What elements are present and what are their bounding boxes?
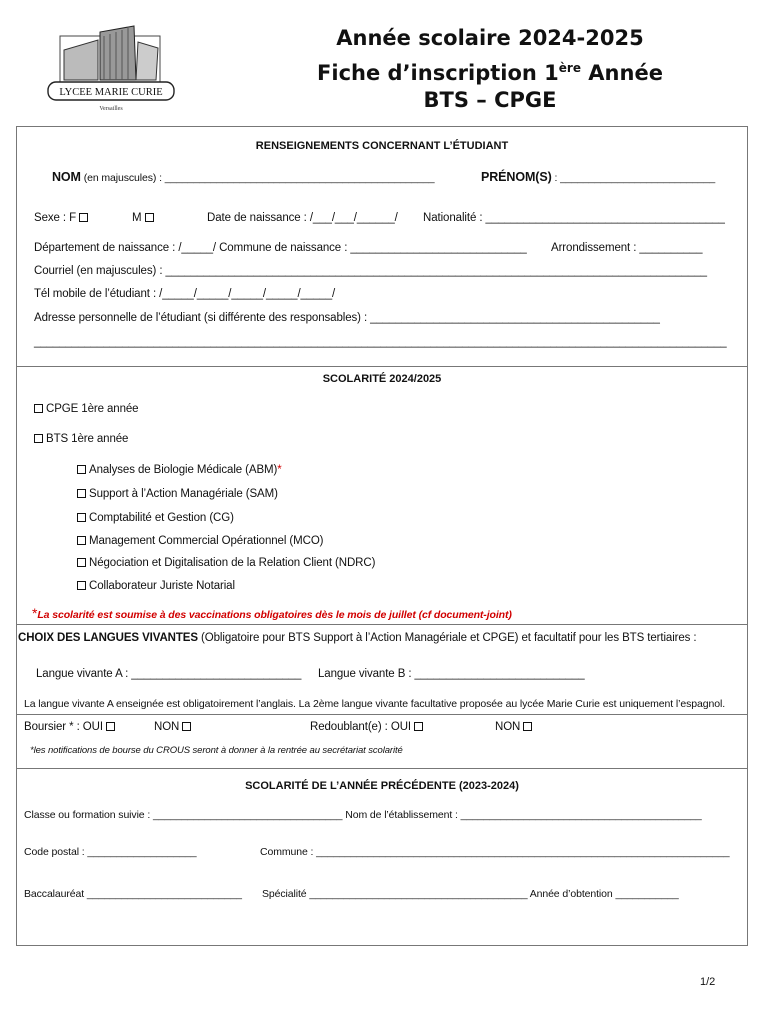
checkbox-icon [523, 722, 532, 731]
divider [16, 768, 748, 769]
checkbox-icon [77, 536, 86, 545]
checkbox-icon [34, 434, 43, 443]
divider [16, 714, 748, 715]
code-postal-field[interactable]: Code postal : ___________________ [24, 846, 197, 858]
divider [16, 366, 748, 367]
checkbox-icon [106, 722, 115, 731]
nationalite-field[interactable]: Nationalité : ______________________________________ [423, 212, 725, 224]
section-heading-precedente: SCOLARITÉ DE L’ANNÉE PRÉCÉDENTE (2023-2024) [245, 780, 519, 792]
redoublant-non-checkbox[interactable]: NON [495, 721, 535, 733]
sexe-f-checkbox[interactable]: Sexe : F [34, 212, 91, 224]
title-year: Année scolaire 2024-2025 [336, 26, 644, 50]
sexe-m-checkbox[interactable]: M [132, 212, 157, 224]
boursier-oui-checkbox[interactable]: Boursier * : OUI [24, 721, 118, 733]
langues-heading: CHOIX DES LANGUES VIVANTES (Obligatoire pour BTS Support à l’Action Managériale et CPGE) et facultatif pour les BTS tertiaires : [18, 632, 697, 644]
prenom-field[interactable]: PRÉNOM(S) : ___________________________ [481, 170, 716, 184]
checkbox-icon [77, 581, 86, 590]
title-form: Fiche d’inscription 1ère Année [317, 61, 663, 85]
adresse-field[interactable]: Adresse personnelle de l’étudiant (si différente des responsables) : ______________________________________________ [34, 312, 660, 324]
option-ndrc[interactable]: Négociation et Digitalisation de la Relation Client (NDRC) [77, 557, 375, 569]
specialite-field[interactable]: Spécialité ______________________________________ Année d’obtention ___________ [262, 888, 679, 900]
checkbox-icon [182, 722, 191, 731]
option-cjn[interactable]: Collaborateur Juriste Notarial [77, 580, 235, 592]
bts-checkbox[interactable]: BTS 1ère année [34, 433, 128, 445]
courriel-field[interactable]: Courriel (en majuscules) : ______________________________________________________________________________________ [34, 265, 707, 277]
checkbox-icon [414, 722, 423, 731]
divider [16, 624, 748, 625]
langue-a-field[interactable]: Langue vivante A : ___________________________ [36, 668, 302, 680]
checkbox-icon [77, 489, 86, 498]
langue-b-field[interactable]: Langue vivante B : ___________________________ [318, 668, 585, 680]
page-number: 1/2 [700, 976, 716, 988]
checkbox-icon [77, 513, 86, 522]
section-heading-scolarite: SCOLARITÉ 2024/2025 [322, 373, 442, 385]
departement-field[interactable]: Département de naissance : /_____/ Commune de naissance : ____________________________ [34, 242, 527, 254]
adresse-line2[interactable]: ______________________________________________________________________________________________________________ [34, 336, 727, 348]
option-sam[interactable]: Support à l’Action Managériale (SAM) [77, 488, 278, 500]
boursier-non-checkbox[interactable]: NON [154, 721, 194, 733]
checkbox-icon [77, 465, 86, 474]
option-mco[interactable]: Management Commercial Opérationnel (MCO) [77, 535, 323, 547]
classe-field[interactable]: Classe ou formation suivie : _________________________________ Nom de l’établissement : __________________________________________ [24, 809, 702, 821]
tel-field[interactable]: Tél mobile de l’étudiant : /_____/_____/_____/_____/_____/ [34, 288, 336, 300]
crous-note: *les notifications de bourse du CROUS seront à donner à la rentrée au secrétariat scolarité [30, 745, 403, 756]
redoublant-oui-checkbox[interactable]: Redoublant(e) : OUI [310, 721, 426, 733]
commune-field[interactable]: Commune : ________________________________________________________________________ [260, 846, 730, 858]
option-cg[interactable]: Comptabilité et Gestion (CG) [77, 512, 234, 524]
option-abm[interactable]: Analyses de Biologie Médicale (ABM)* [77, 464, 282, 476]
logo-text: LYCEE MARIE CURIE [59, 87, 163, 98]
school-logo [46, 22, 176, 122]
checkbox-icon [145, 213, 154, 222]
section-heading-etudiant: RENSEIGNEMENTS CONCERNANT L’ÉTUDIANT [255, 140, 509, 152]
title-program: BTS – CPGE [423, 88, 557, 112]
checkbox-icon [79, 213, 88, 222]
cpge-checkbox[interactable]: CPGE 1ère année [34, 403, 138, 415]
vaccination-note: *La scolarité est soumise à des vaccinations obligatoires dès le mois de juillet (cf document-joint) [32, 605, 512, 621]
arrondissement-field[interactable]: Arrondissement : __________ [551, 242, 703, 254]
bac-field[interactable]: Baccalauréat ___________________________ [24, 888, 242, 900]
nom-field[interactable]: NOM (en majuscules) : _______________________________________________ [52, 170, 435, 184]
logo-city: Versailles [99, 106, 123, 112]
langue-note: La langue vivante A enseignée est obligatoirement l’anglais. La 2ème langue vivante facultative proposée au lycée Marie Curie est uniquement l’espagnol. [24, 698, 726, 710]
checkbox-icon [77, 558, 86, 567]
date-naissance-field[interactable]: Date de naissance : /___/___/______/ [207, 212, 398, 224]
checkbox-icon [34, 404, 43, 413]
